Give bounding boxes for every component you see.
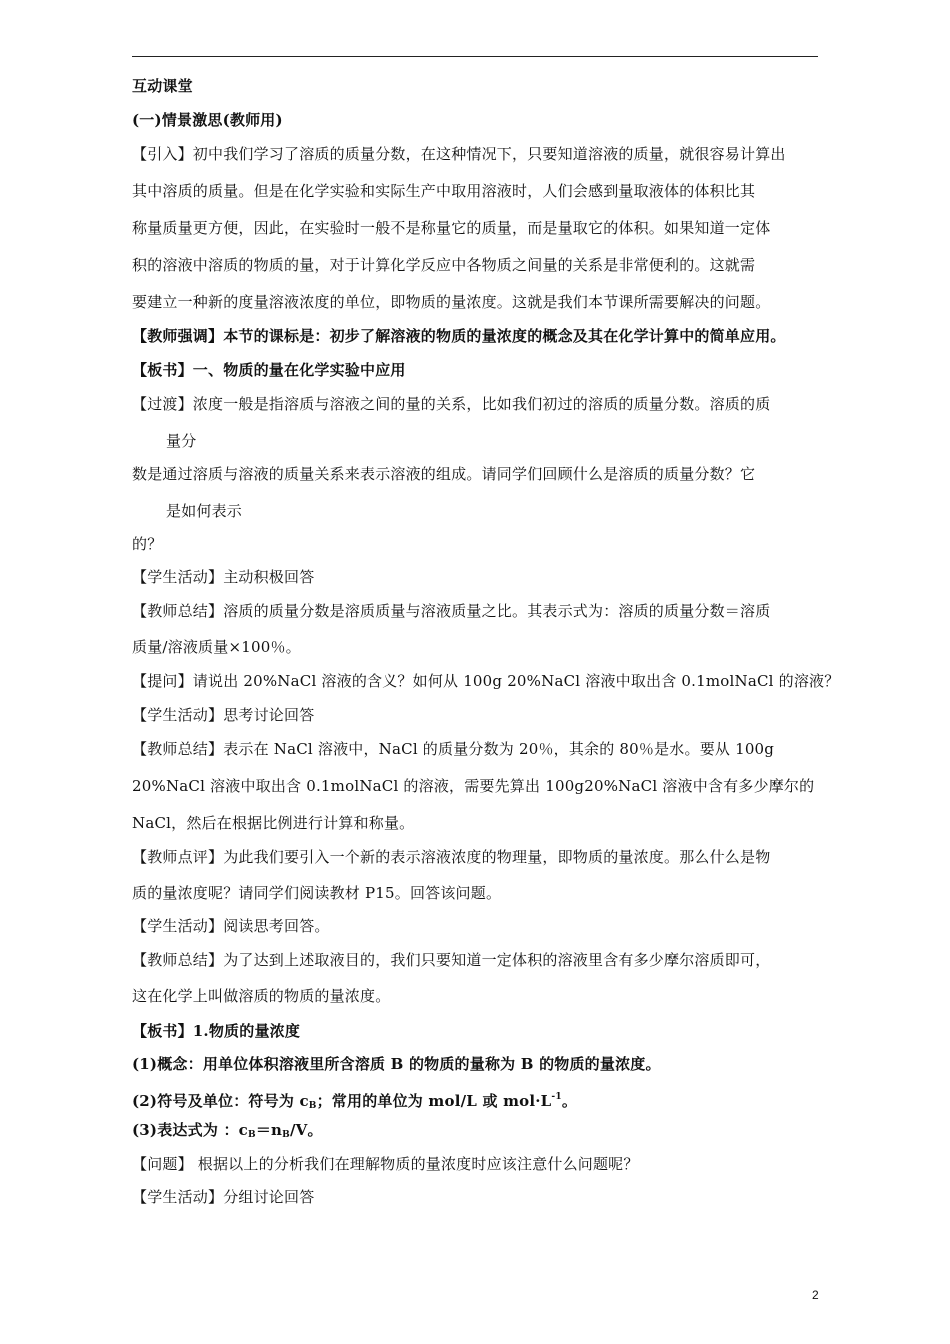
text-line: 【教师强调】本节的课标是：初步了解溶液的物质的量浓度的概念及其在化学计算中的简单应用。 <box>132 327 786 345</box>
text-line: 【板书】1.物质的量浓度 <box>132 1022 301 1040</box>
text-line: 要建立一种新的度量溶液浓度的单位，即物质的量浓度。这就是我们本节课所需要解决的问题。 <box>132 293 771 311</box>
text-line: 【教师总结】为了达到上述取液目的，我们只要知道一定体积的溶液里含有多少摩尔溶质即可， <box>132 951 771 969</box>
formula-line <box>132 1120 323 1145</box>
subscript: B <box>248 1130 256 1140</box>
text-line: NaCl，然后在根据比例进行计算和称量。 <box>132 814 415 832</box>
text-line: 量分 <box>166 432 197 450</box>
text-line: 这在化学上叫做溶质的物质的量浓度。 <box>132 987 391 1005</box>
text-line: 质的量浓度呢？请同学们阅读教材 P15。回答该问题。 <box>132 884 502 902</box>
text-segment: ；常用的单位为 mol/L 或 mol·L <box>316 1092 552 1110</box>
page-number: 2 <box>812 1288 819 1302</box>
text-line: 【问题】 根据以上的分析我们在理解物质的量浓度时应该注意什么问题呢？ <box>132 1155 639 1173</box>
subsection-title: (一)情景激思(教师用) <box>132 111 283 129</box>
header-rule <box>132 56 818 57</box>
text-line: 【学生活动】思考讨论回答 <box>132 706 315 724</box>
text-line: 是如何表示 <box>166 502 243 520</box>
text-line: 20%NaCl 溶液中取出含 0.1molNaCl 的溶液，需要先算出 100g20%NaCl 溶液中含有多少摩尔的 <box>132 777 815 795</box>
text-line: 【引入】初中我们学习了溶质的质量分数，在这种情况下，只要知道溶液的质量，就很容易计算出 <box>132 145 786 163</box>
text-line: 【教师总结】表示在 NaCl 溶液中，NaCl 的质量分数为 20％，其余的 80％是水。要从 100g <box>132 740 775 758</box>
subscript: B <box>282 1130 290 1140</box>
text-segment: (3)表达式为 ：c <box>132 1121 248 1139</box>
subscript: B <box>308 1101 317 1111</box>
section-title: 互动课堂 <box>132 77 193 95</box>
text-line: 的？ <box>132 535 163 553</box>
symbol-unit-line <box>132 1087 577 1116</box>
superscript: -1 <box>551 1092 562 1102</box>
text-line: 质量/溶液质量×100％。 <box>132 638 301 656</box>
text-line: 【板书】一、物质的量在化学实验中应用 <box>132 361 406 379</box>
text-line: 【学生活动】阅读思考回答。 <box>132 917 330 935</box>
text-line: (1)概念：用单位体积溶液里所含溶质 B 的物质的量称为 B 的物质的量浓度。 <box>132 1055 661 1073</box>
text-line: 其中溶质的质量。但是在化学实验和实际生产中取用溶液时，人们会感到量取液体的体积比其 <box>132 182 756 200</box>
text-line: 数是通过溶质与溶液的质量关系来表示溶液的组成。请同学们回顾什么是溶质的质量分数？它 <box>132 465 756 483</box>
text-line: 【提问】请说出 20%NaCl 溶液的含义？如何从 100g 20%NaCl 溶液中取出含 0.1molNaCl 的溶液？ <box>132 672 840 690</box>
text-segment: 。 <box>561 1092 578 1110</box>
text-line: 【教师点评】为此我们要引入一个新的表示溶液浓度的物理量，即物质的量浓度。那么什么是物 <box>132 848 771 866</box>
text-line: 【学生活动】分组讨论回答 <box>132 1188 315 1206</box>
text-line: 【学生活动】主动积极回答 <box>132 568 315 586</box>
text-line: 【教师总结】溶质的质量分数是溶质质量与溶液质量之比。其表示式为：溶质的质量分数＝溶质 <box>132 602 771 620</box>
text-line: 积的溶液中溶质的物质的量，对于计算化学反应中各物质之间量的关系是非常便利的。这就需 <box>132 256 756 274</box>
text-segment: ＝n <box>255 1121 283 1139</box>
text-segment: (2)符号及单位：符号为 c <box>132 1092 309 1110</box>
text-segment: /V。 <box>289 1121 323 1139</box>
text-line: 【过渡】浓度一般是指溶质与溶液之间的量的关系，比如我们初过的溶质的质量分数。溶质的质 <box>132 395 771 413</box>
text-line: 称量质量更方便，因此，在实验时一般不是称量它的质量，而是量取它的体积。如果知道一定体 <box>132 219 771 237</box>
